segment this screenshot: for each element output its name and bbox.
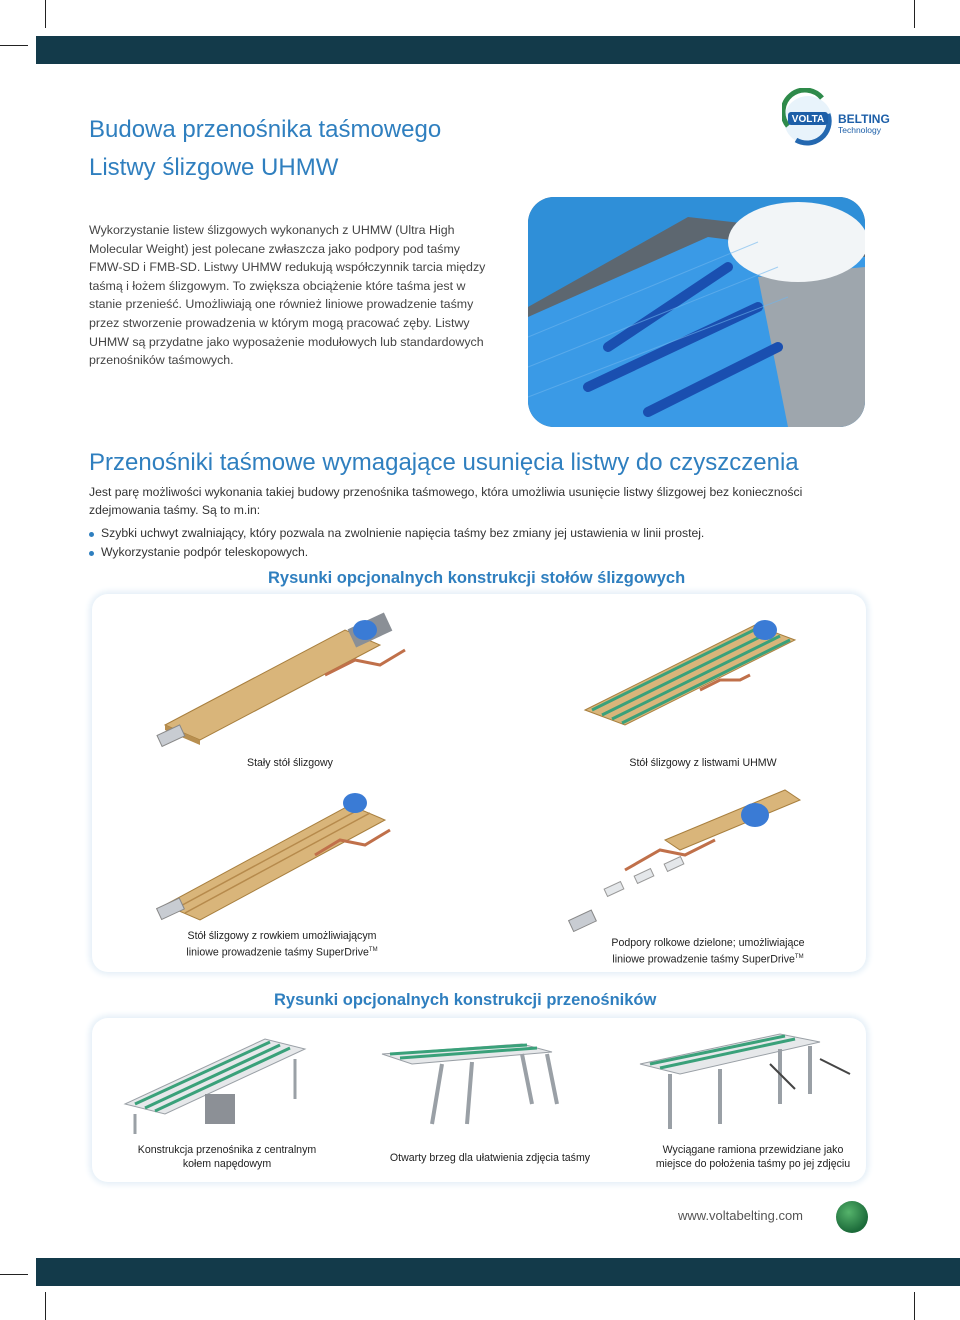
uhmw-strips-photo — [528, 197, 865, 427]
crop-mark — [0, 1274, 28, 1275]
bullet-item: Wykorzystanie podpór teleskopowych. — [89, 543, 704, 562]
website-link[interactable]: www.voltabelting.com — [678, 1208, 803, 1223]
page-title: Budowa przenośnika taśmowego — [89, 116, 442, 143]
removal-bullets — [89, 524, 704, 562]
svg-text:Technology: Technology — [838, 125, 882, 135]
crop-mark — [0, 45, 28, 46]
caption-open-edge: Otwarty brzeg dla ułatwienia zdjęcia taśmy — [389, 1152, 591, 1164]
bullet-item: Szybki uchwyt zwalniający, który pozwala na zwolnienie napięcia taśmy bez zmiany jej ustawienia w linii prostej. — [89, 524, 704, 543]
split-roller-supports-drawing — [565, 780, 815, 930]
globe-icon — [836, 1201, 868, 1233]
footer-bar — [36, 1258, 960, 1286]
grooved-slide-table-drawing — [150, 775, 420, 925]
conveyors-heading: Rysunki opcjonalnych konstrukcji przenośników — [274, 991, 657, 1009]
tables-heading: Rysunki opcjonalnych konstrukcji stołów ślizgowych — [268, 569, 686, 587]
removal-paragraph: Jest parę możliwości wykonania takiej budowy przenośnika taśmowego, która umożliwia usunięcie listwy ślizgowej bez konieczności zdejmowania taśmy. Są to m.in: — [89, 485, 803, 517]
open-edge-conveyor-drawing — [372, 1024, 572, 1139]
caption-extended-arms: Wyciągane ramiona przewidziane jako miejsce do położenia taśmy po jej zdjęciu — [655, 1144, 851, 1170]
extended-arms-conveyor-drawing — [630, 1024, 855, 1139]
center-drive-conveyor-drawing — [115, 1024, 315, 1139]
volta-belting-logo — [782, 88, 912, 148]
caption-uhmw-table: Stół ślizgowy z listwami UHMW — [629, 757, 777, 769]
header-bar — [36, 36, 960, 64]
fixed-slide-table-drawing — [150, 605, 420, 755]
caption-center-drive: Konstrukcja przenośnika z centralnym kołem napędowym — [137, 1144, 317, 1170]
caption-grooved-table: Stół ślizgowy z rowkiem umożliwiającym liniowe prowadzenie taśmy SuperDrive™ — [186, 930, 378, 959]
uhmw-photo-illustration — [528, 197, 865, 427]
crop-mark — [45, 1292, 46, 1320]
crop-mark — [914, 0, 915, 28]
removal-heading: Przenośniki taśmowe wymagające usunięcia listwy do czyszczenia — [89, 449, 799, 476]
crop-mark — [45, 0, 46, 28]
svg-text:VOLTA: VOLTA — [791, 114, 825, 125]
crop-mark — [914, 1292, 915, 1320]
caption-split-rollers: Podpory rolkowe dzielone; umożliwiające liniowe prowadzenie taśmy SuperDrive™ — [611, 937, 805, 966]
uhmw-slide-table-drawing — [580, 605, 850, 755]
intro-paragraph: Wykorzystanie listew ślizgowych wykonanych z UHMW (Ultra High Molecular Weight) jest polecane zwłaszcza jako podpory pod taśmy FMW-SD i FMB-SD. Listwy UHMW redukują współczynnik tarcia między taśmą i łożem ślizgowym. To zwiększa obciążenie które taśma jest w stanie przenieść. Umożliwiają one również liniowe prowadzenie taśmy przez stworzenie prowadzenia w którym mogą pracować zęby. Listwy UHMW są przydatne jako wyposażenie modułowych lub standardowych przenośników taśmowych. — [89, 223, 486, 368]
page-subtitle: Listwy ślizgowe UHMW — [89, 154, 339, 181]
svg-text:BELTING: BELTING — [838, 112, 890, 126]
caption-fixed-table: Stały stół ślizgowy — [247, 757, 333, 769]
